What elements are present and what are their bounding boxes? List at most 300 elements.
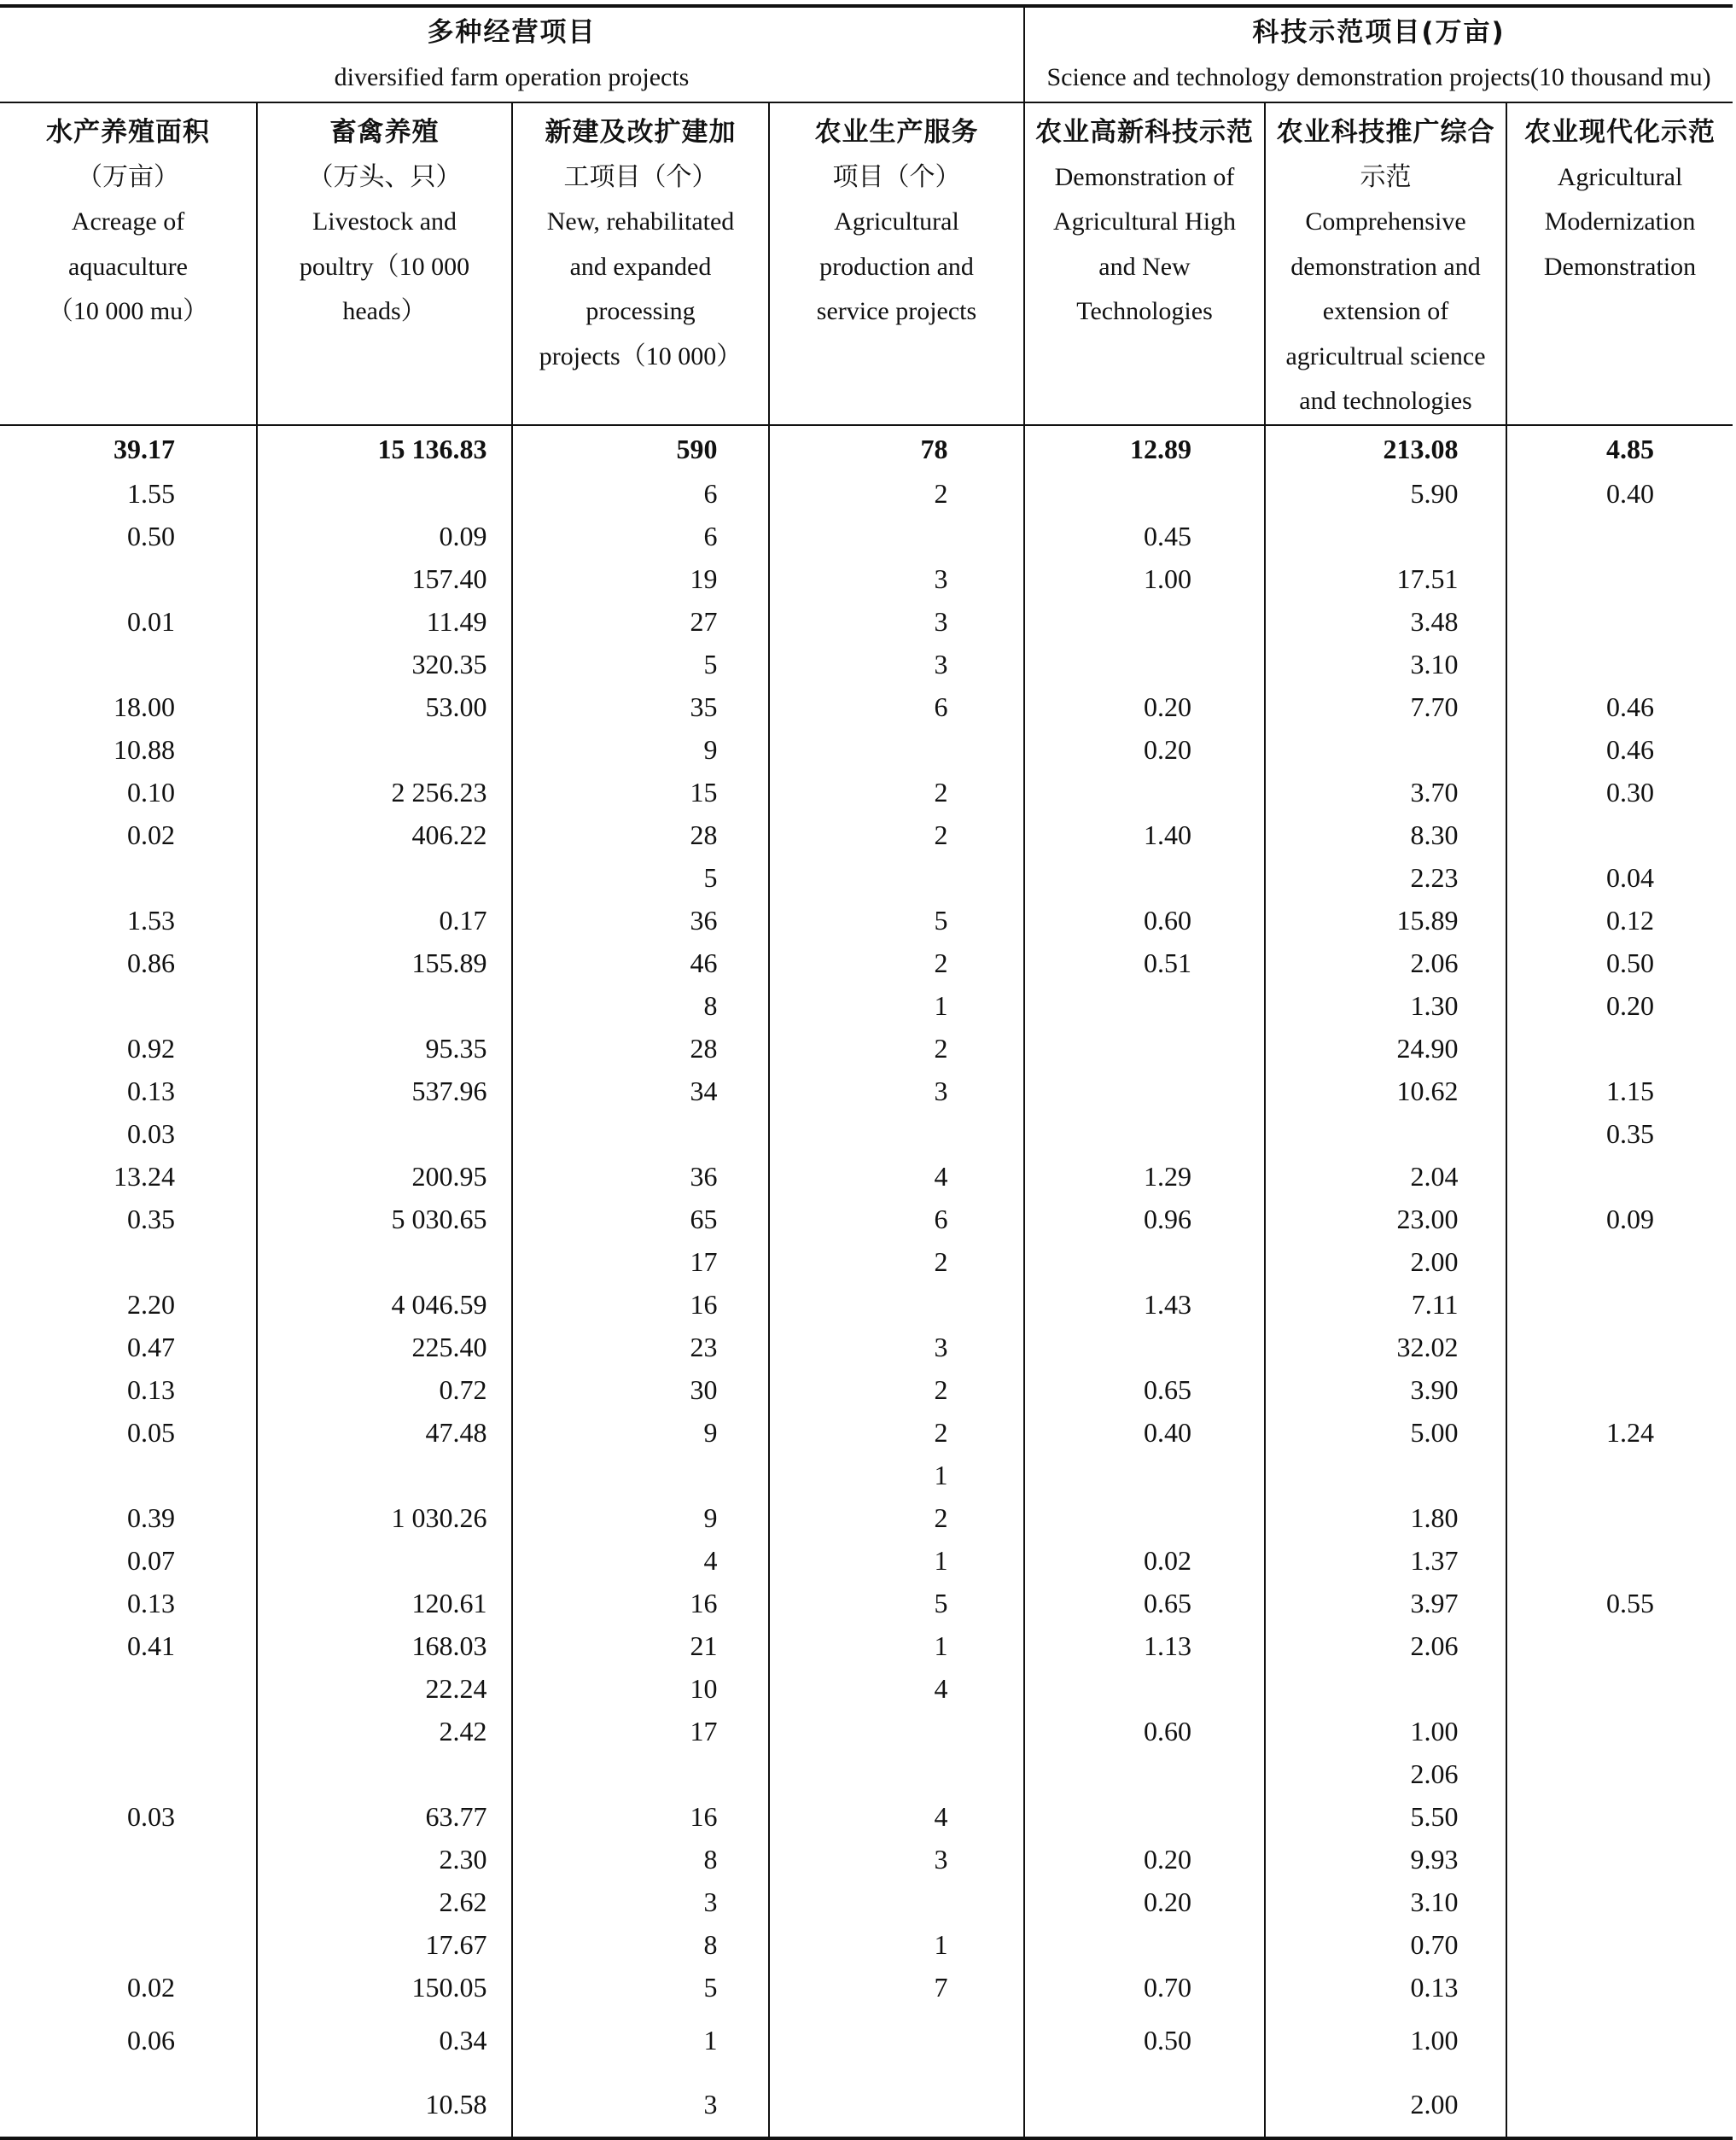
table-cell xyxy=(1506,1881,1733,1923)
cell-value: 2.00 xyxy=(1410,1245,1459,1277)
table-cell xyxy=(257,1454,512,1496)
table-cell xyxy=(0,1795,257,1838)
cell-value: 4 xyxy=(934,1672,948,1704)
cell-value: 0.39 xyxy=(127,1501,175,1533)
table-cell xyxy=(0,899,257,942)
column-header-zh: 新建及改扩建加 xyxy=(545,117,737,148)
table-cell xyxy=(1265,2009,1506,2073)
cell-value: 0.20 xyxy=(1144,691,1191,722)
table-cell xyxy=(769,2073,1024,2138)
table-row xyxy=(0,1454,1733,1496)
column-header-line: （万亩） xyxy=(77,162,179,191)
column-header-line: demonstration and xyxy=(1290,252,1481,281)
cell-value: 1.40 xyxy=(1144,819,1191,850)
table-cell xyxy=(512,1326,769,1368)
table-cell xyxy=(512,600,769,643)
table-cell xyxy=(1265,1411,1506,1454)
cell-value: 5.50 xyxy=(1410,1800,1459,1832)
table-cell xyxy=(769,1454,1024,1496)
table-cell xyxy=(769,1070,1024,1112)
table-cell xyxy=(0,856,257,899)
table-cell xyxy=(1265,984,1506,1027)
table-cell xyxy=(512,1240,769,1283)
table-cell xyxy=(257,2009,512,2073)
cell-value: 4.85 xyxy=(1606,433,1655,464)
cell-value: 3 xyxy=(934,605,948,637)
cell-value: 17 xyxy=(690,1245,718,1277)
table-cell xyxy=(0,425,257,472)
column-header-row xyxy=(0,102,1733,425)
group-header-en: diversified farm operation projects xyxy=(334,62,690,91)
table-cell xyxy=(769,1027,1024,1070)
table-cell xyxy=(769,1368,1024,1411)
table-cell xyxy=(512,1112,769,1155)
table-cell xyxy=(1506,1198,1733,1240)
cell-value: 0.86 xyxy=(127,947,175,978)
table-cell xyxy=(1265,1155,1506,1198)
cell-value: 1 xyxy=(934,1544,948,1576)
table-cell xyxy=(1265,899,1506,942)
cell-value: 1.43 xyxy=(1144,1288,1191,1320)
cell-value: 15.89 xyxy=(1396,904,1459,936)
table-cell xyxy=(0,1070,257,1112)
cell-value: 10 xyxy=(690,1672,718,1704)
table-cell xyxy=(1024,425,1265,472)
cell-value: 28 xyxy=(690,1032,718,1064)
table-cell xyxy=(769,728,1024,771)
table-cell xyxy=(1024,643,1265,685)
column-header-line: projects（10 000） xyxy=(539,341,743,370)
table-cell xyxy=(1024,1582,1265,1624)
table-cell xyxy=(769,1112,1024,1155)
cell-value: 1.30 xyxy=(1410,989,1459,1021)
cell-value: 0.50 xyxy=(1144,2024,1191,2055)
table-cell xyxy=(1024,1496,1265,1539)
table-cell xyxy=(257,856,512,899)
table-cell xyxy=(257,1966,512,2009)
cell-value: 0.03 xyxy=(127,1800,175,1832)
column-header-line: Modernization xyxy=(1544,207,1696,236)
table-cell xyxy=(512,771,769,813)
table-cell xyxy=(1265,1539,1506,1582)
cell-value: 150.05 xyxy=(411,1971,487,2003)
table-cell xyxy=(257,1881,512,1923)
table-cell xyxy=(1506,1070,1733,1112)
table-cell xyxy=(1506,1368,1733,1411)
table-cell xyxy=(1506,1624,1733,1667)
table-cell xyxy=(769,899,1024,942)
table-row xyxy=(0,1838,1733,1881)
cell-value: 23 xyxy=(690,1331,718,1362)
cell-value: 16 xyxy=(690,1288,718,1320)
cell-value: 537.96 xyxy=(411,1075,487,1106)
table-cell xyxy=(1024,728,1265,771)
cell-value: 34 xyxy=(690,1075,718,1106)
table-cell xyxy=(0,2009,257,2073)
table-cell xyxy=(512,1283,769,1326)
cell-value: 406.22 xyxy=(411,819,487,850)
table-cell xyxy=(1024,1838,1265,1881)
table-cell xyxy=(512,1667,769,1710)
table-cell xyxy=(769,1966,1024,2009)
table-row xyxy=(0,643,1733,685)
table-cell xyxy=(257,515,512,557)
cell-value: 0.02 xyxy=(127,819,175,850)
cell-value: 0.92 xyxy=(127,1032,175,1064)
table-cell xyxy=(512,515,769,557)
table-cell xyxy=(257,1923,512,1966)
table-cell xyxy=(1265,1795,1506,1838)
table-cell xyxy=(512,1881,769,1923)
cell-value: 1 xyxy=(934,1630,948,1661)
cell-value: 7 xyxy=(934,1971,948,2003)
cell-value: 0.13 xyxy=(1410,1971,1459,2003)
table-cell xyxy=(1265,2073,1506,2138)
cell-value: 10.88 xyxy=(114,733,175,765)
cell-value: 5.90 xyxy=(1410,477,1459,509)
cell-value: 5 xyxy=(703,648,718,679)
table-cell xyxy=(512,1710,769,1752)
column-header-zh: 畜禽养殖 xyxy=(329,117,440,148)
cell-value: 0.60 xyxy=(1144,1715,1191,1746)
table-cell xyxy=(257,1496,512,1539)
cell-value: 28 xyxy=(690,819,718,850)
table-cell xyxy=(512,685,769,728)
table-cell xyxy=(0,1966,257,2009)
table-cell xyxy=(1024,1624,1265,1667)
table-cell xyxy=(769,643,1024,685)
column-header xyxy=(1265,102,1506,425)
table-row xyxy=(0,1582,1733,1624)
table-cell xyxy=(1024,813,1265,856)
table-cell xyxy=(1024,1966,1265,2009)
table-cell xyxy=(512,1624,769,1667)
cell-value: 3 xyxy=(703,2088,718,2120)
column-header-zh: 农业生产服务 xyxy=(814,117,979,148)
cell-value: 0.46 xyxy=(1606,691,1655,722)
cell-value: 0.13 xyxy=(127,1587,175,1618)
cell-value: 78 xyxy=(920,433,948,464)
total-row xyxy=(0,425,1733,472)
cell-value: 0.04 xyxy=(1606,861,1655,893)
cell-value: 7.70 xyxy=(1410,691,1459,722)
table-cell xyxy=(769,557,1024,600)
cell-value: 9 xyxy=(703,1501,718,1533)
cell-value: 24.90 xyxy=(1396,1032,1459,1064)
table-cell xyxy=(257,1539,512,1582)
table-row xyxy=(0,600,1733,643)
column-header-line: Demonstration of xyxy=(1054,162,1235,191)
cell-value: 0.40 xyxy=(1606,477,1655,509)
table-cell xyxy=(1506,557,1733,600)
cell-value: 2.23 xyxy=(1410,861,1459,893)
table-cell xyxy=(1265,1496,1506,1539)
cell-value: 120.61 xyxy=(411,1587,487,1618)
cell-value: 0.13 xyxy=(127,1373,175,1405)
table-cell xyxy=(1506,600,1733,643)
table-cell xyxy=(512,1795,769,1838)
cell-value: 2.06 xyxy=(1410,1758,1459,1789)
table-row xyxy=(0,856,1733,899)
table-cell xyxy=(769,1710,1024,1752)
cell-value: 0.20 xyxy=(1606,989,1655,1021)
cell-value: 4 xyxy=(934,1800,948,1832)
cell-value: 8 xyxy=(703,1843,718,1875)
cell-value: 5 xyxy=(934,1587,948,1618)
table-row xyxy=(0,1326,1733,1368)
cell-value: 6 xyxy=(934,1203,948,1234)
table-cell xyxy=(512,1368,769,1411)
cell-value: 3.10 xyxy=(1410,648,1459,679)
table-cell xyxy=(1265,515,1506,557)
cell-value: 590 xyxy=(676,433,718,464)
table-cell xyxy=(257,728,512,771)
table-cell xyxy=(1024,1027,1265,1070)
table-cell xyxy=(0,515,257,557)
table-cell xyxy=(1024,771,1265,813)
table-cell xyxy=(1506,771,1733,813)
table-cell xyxy=(1024,600,1265,643)
cell-value: 225.40 xyxy=(411,1331,487,1362)
cell-value: 95.35 xyxy=(425,1032,487,1064)
cell-value: 0.30 xyxy=(1606,776,1655,808)
table-cell xyxy=(1024,1710,1265,1752)
table-cell xyxy=(769,1283,1024,1326)
cell-value: 0.65 xyxy=(1144,1587,1191,1618)
table-cell xyxy=(0,1710,257,1752)
table-cell xyxy=(1265,1582,1506,1624)
cell-value: 2 xyxy=(934,1416,948,1448)
table-cell xyxy=(769,984,1024,1027)
table-cell xyxy=(769,685,1024,728)
table-cell xyxy=(257,1667,512,1710)
cell-value: 47.48 xyxy=(425,1416,487,1448)
table-cell xyxy=(257,472,512,515)
column-header-zh: 水产养殖面积 xyxy=(46,117,210,148)
table-cell xyxy=(1024,1667,1265,1710)
table-row xyxy=(0,899,1733,942)
table-cell xyxy=(512,1155,769,1198)
cell-value: 3.48 xyxy=(1410,605,1459,637)
table-cell xyxy=(257,600,512,643)
table-cell xyxy=(257,557,512,600)
table-cell xyxy=(1024,1198,1265,1240)
table-cell xyxy=(769,1539,1024,1582)
column-header-line: Acreage of xyxy=(71,207,185,236)
cell-value: 0.45 xyxy=(1144,520,1191,551)
table-cell xyxy=(769,1155,1024,1198)
table-cell xyxy=(1265,942,1506,984)
cell-value: 22.24 xyxy=(425,1672,487,1704)
column-header-line: Agricultural xyxy=(1557,162,1683,191)
table-cell xyxy=(1265,1027,1506,1070)
cell-value: 2 xyxy=(934,776,948,808)
table-row xyxy=(0,1112,1733,1155)
cell-value: 155.89 xyxy=(411,947,487,978)
table-cell xyxy=(1506,472,1733,515)
table-cell xyxy=(1506,1582,1733,1624)
table-cell xyxy=(1265,1326,1506,1368)
cell-value: 1 xyxy=(934,989,948,1021)
table-cell xyxy=(1024,899,1265,942)
table-cell xyxy=(1506,515,1733,557)
table-cell xyxy=(0,1240,257,1283)
cell-value: 0.02 xyxy=(127,1971,175,2003)
cell-value: 36 xyxy=(690,904,718,936)
cell-value: 1.80 xyxy=(1410,1501,1459,1533)
cell-value: 11.49 xyxy=(426,605,487,637)
table-cell xyxy=(257,1326,512,1368)
table-cell xyxy=(257,1070,512,1112)
table-cell xyxy=(1265,425,1506,472)
table-cell xyxy=(769,1752,1024,1795)
table-cell xyxy=(0,1624,257,1667)
table-cell xyxy=(1506,899,1733,942)
table-cell xyxy=(0,1752,257,1795)
table-cell xyxy=(1506,1454,1733,1496)
cell-value: 23.00 xyxy=(1396,1203,1459,1234)
column-header-zh: 农业科技推广综合 xyxy=(1276,117,1495,148)
cell-value: 0.07 xyxy=(127,1544,175,1576)
cell-value: 18.00 xyxy=(114,691,175,722)
table-row xyxy=(0,1027,1733,1070)
table-cell xyxy=(1265,1070,1506,1112)
table-cell xyxy=(1024,1283,1265,1326)
cell-value: 0.10 xyxy=(127,776,175,808)
table-cell xyxy=(769,425,1024,472)
table-row xyxy=(0,1710,1733,1752)
group-header-zh: 多种经营项目 xyxy=(427,16,597,48)
table-cell xyxy=(1506,728,1733,771)
column-header-line: 项目（个） xyxy=(832,162,961,191)
cell-value: 2 xyxy=(934,1373,948,1405)
table-cell xyxy=(257,1368,512,1411)
cell-value: 0.13 xyxy=(127,1075,175,1106)
table-cell xyxy=(1024,2073,1265,2138)
column-header-line: （10 000 mu） xyxy=(47,297,209,325)
table-cell xyxy=(769,813,1024,856)
cell-value: 0.96 xyxy=(1144,1203,1191,1234)
table-cell xyxy=(1506,1283,1733,1326)
table-row xyxy=(0,813,1733,856)
table-cell xyxy=(1024,1752,1265,1795)
table-cell xyxy=(1265,557,1506,600)
cell-value: 6 xyxy=(703,520,718,551)
cell-value: 157.40 xyxy=(411,563,487,594)
table-row xyxy=(0,984,1733,1027)
cell-value: 36 xyxy=(690,1160,718,1192)
column-header xyxy=(769,102,1024,425)
table-cell xyxy=(1024,942,1265,984)
table-row xyxy=(0,1923,1733,1966)
table-cell xyxy=(1024,1368,1265,1411)
cell-value: 2.06 xyxy=(1410,1630,1459,1661)
cell-value: 0.06 xyxy=(127,2024,175,2055)
table-cell xyxy=(1024,557,1265,600)
cell-value: 320.35 xyxy=(411,648,487,679)
column-header-line: New, rehabilitated xyxy=(546,207,735,236)
table-row xyxy=(0,685,1733,728)
cell-value: 0.35 xyxy=(1606,1117,1655,1149)
table-cell xyxy=(1506,1326,1733,1368)
table-cell xyxy=(0,1923,257,1966)
cell-value: 0.50 xyxy=(127,520,175,551)
table-cell xyxy=(0,1582,257,1624)
table-cell xyxy=(769,1923,1024,1966)
table-row xyxy=(0,1155,1733,1198)
table-cell xyxy=(1506,1710,1733,1752)
column-header xyxy=(257,102,512,425)
cell-value: 0.09 xyxy=(439,520,487,551)
cell-value: 4 xyxy=(934,1160,948,1192)
column-header-line: service projects xyxy=(816,297,977,325)
table-cell xyxy=(769,1198,1024,1240)
table-cell xyxy=(1506,425,1733,472)
table-cell xyxy=(0,728,257,771)
table-cell xyxy=(0,557,257,600)
cell-value: 17.51 xyxy=(1396,563,1459,594)
table-cell xyxy=(1506,1923,1733,1966)
table-cell xyxy=(1024,1539,1265,1582)
cell-value: 2.06 xyxy=(1410,947,1459,978)
cell-value: 15 xyxy=(690,776,718,808)
table-cell xyxy=(512,2073,769,2138)
table-cell xyxy=(1506,2073,1733,2138)
table-cell xyxy=(1506,942,1733,984)
table-cell xyxy=(769,1240,1024,1283)
table-cell xyxy=(1506,1667,1733,1710)
table-row xyxy=(0,1795,1733,1838)
table-cell xyxy=(512,1966,769,2009)
table-cell xyxy=(512,1027,769,1070)
table-cell xyxy=(1265,1838,1506,1881)
cell-value: 2.30 xyxy=(439,1843,487,1875)
table-cell xyxy=(769,1667,1024,1710)
table-cell xyxy=(0,771,257,813)
column-header-line: agricultrual science xyxy=(1285,341,1486,370)
table-cell xyxy=(512,1838,769,1881)
table-cell xyxy=(512,984,769,1027)
table-cell xyxy=(0,1539,257,1582)
column-header xyxy=(1506,102,1733,425)
table-cell xyxy=(1265,643,1506,685)
table-cell xyxy=(257,2073,512,2138)
table-cell xyxy=(1265,472,1506,515)
table-row xyxy=(0,557,1733,600)
cell-value: 6 xyxy=(934,691,948,722)
cell-value: 17.67 xyxy=(425,1928,487,1960)
table-cell xyxy=(257,1112,512,1155)
cell-value: 0.03 xyxy=(127,1117,175,1149)
table-cell xyxy=(257,1624,512,1667)
table-row xyxy=(0,1283,1733,1326)
group-header-en: Science and technology demonstration projects(10 thousand mu) xyxy=(1046,62,1711,91)
cell-value: 0.47 xyxy=(127,1331,175,1362)
cell-value: 5 xyxy=(703,861,718,893)
cell-value: 9 xyxy=(703,1416,718,1448)
table-row xyxy=(0,1411,1733,1454)
table-row xyxy=(0,1966,1733,2009)
cell-value: 3 xyxy=(934,1843,948,1875)
cell-value: 0.20 xyxy=(1144,1886,1191,1917)
table-cell xyxy=(1506,856,1733,899)
cell-value: 17 xyxy=(690,1715,718,1746)
table-cell xyxy=(1265,1283,1506,1326)
cell-value: 1.55 xyxy=(127,477,175,509)
table-cell xyxy=(0,600,257,643)
table-row xyxy=(0,1624,1733,1667)
cell-value: 0.72 xyxy=(439,1373,487,1405)
